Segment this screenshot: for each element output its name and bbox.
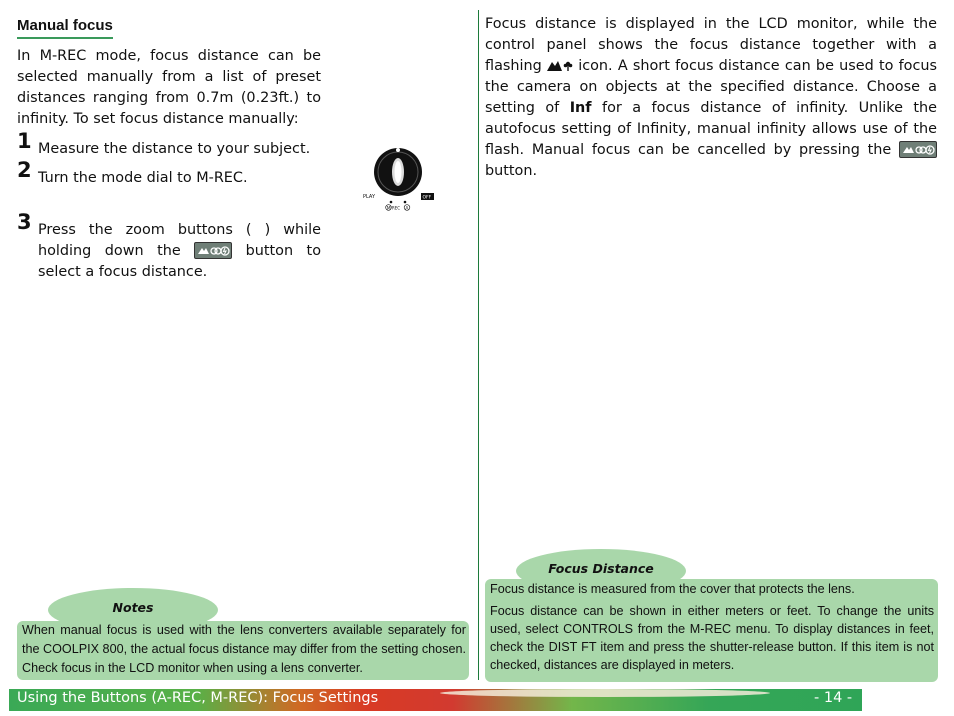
dial-label-rec: REC [392,205,401,211]
step-number: 2 [17,158,32,182]
dial-label-a: A [405,206,409,212]
step-2 [17,158,321,189]
step-text: Measure the distance to your subject. [38,141,311,157]
footer-title: Using the Buttons (A-REC, M-REC): Focus Settings [17,690,379,706]
step-text-part: Press the zoom buttons ( ) while holding down the [38,222,321,259]
step-number: 1 [17,129,32,153]
macro-infinity-flash-button-icon [899,141,937,158]
focus-distance-para: Focus distance is measured from the cover that protects the lens. [490,582,855,596]
right-paragraph-part: button. [485,163,538,179]
column-divider [478,10,479,680]
right-paragraph [485,14,937,182]
dial-label-off: OFF [422,195,432,201]
intro-paragraph: In M-REC mode, focus distance can be selected manually from a list of preset distances ranging from 0.7m (0.23ft.) to infinity. To set focus distance manually: [17,48,321,127]
macro-infinity-flash-button-icon [194,242,232,259]
page-number: - 14 - [814,690,853,706]
focus-distance-text [490,580,934,678]
focus-distance-para: Focus distance can be shown in either meters or feet. To change the units used, select CONTROLS from the M-REC menu. To display distances in feet, check the DIST FT item and press the shutter-release button. If this item is not checked, distances are displayed in meters. [490,604,934,672]
step-number: 3 [17,210,32,234]
right-paragraph-part: for a focus distance of infinity. Unlike the autofocus setting of Infinity, manual infinity allows use of the flash. Manual focus can be cancelled by pressing the [485,100,937,158]
dial-label-play: PLAY [363,194,376,200]
section-title: Manual focus [17,17,113,39]
dial-label-m: M [386,206,391,212]
step-text [38,220,321,283]
step-1 [17,129,321,160]
step-3 [17,210,321,283]
step-text: Turn the mode dial to M-REC. [38,170,248,186]
focus-distance-label: Focus Distance [548,561,654,576]
notes-text: When manual focus is used with the lens converters available separately for the COOLPIX 800, the actual focus distance may differ from the setting chosen. Check focus in the LCD monitor when using a lens converter. [22,623,466,675]
right-paragraph-part: icon. A short focus distance can be used to focus the camera on objects at the specified distance. Choose a setting of [485,58,938,116]
footer-swoosh [440,689,770,697]
step-text-part: button to select a focus distance. [38,243,321,280]
inf-setting: Inf [569,100,592,116]
notes-label: Notes [112,600,154,615]
right-paragraph-part: Focus distance is displayed in the LCD monitor, while the control panel shows the focus distance together with a flashing [485,16,937,74]
mode-dial-illustration [362,148,438,212]
mountain-flower-icon [547,59,573,71]
